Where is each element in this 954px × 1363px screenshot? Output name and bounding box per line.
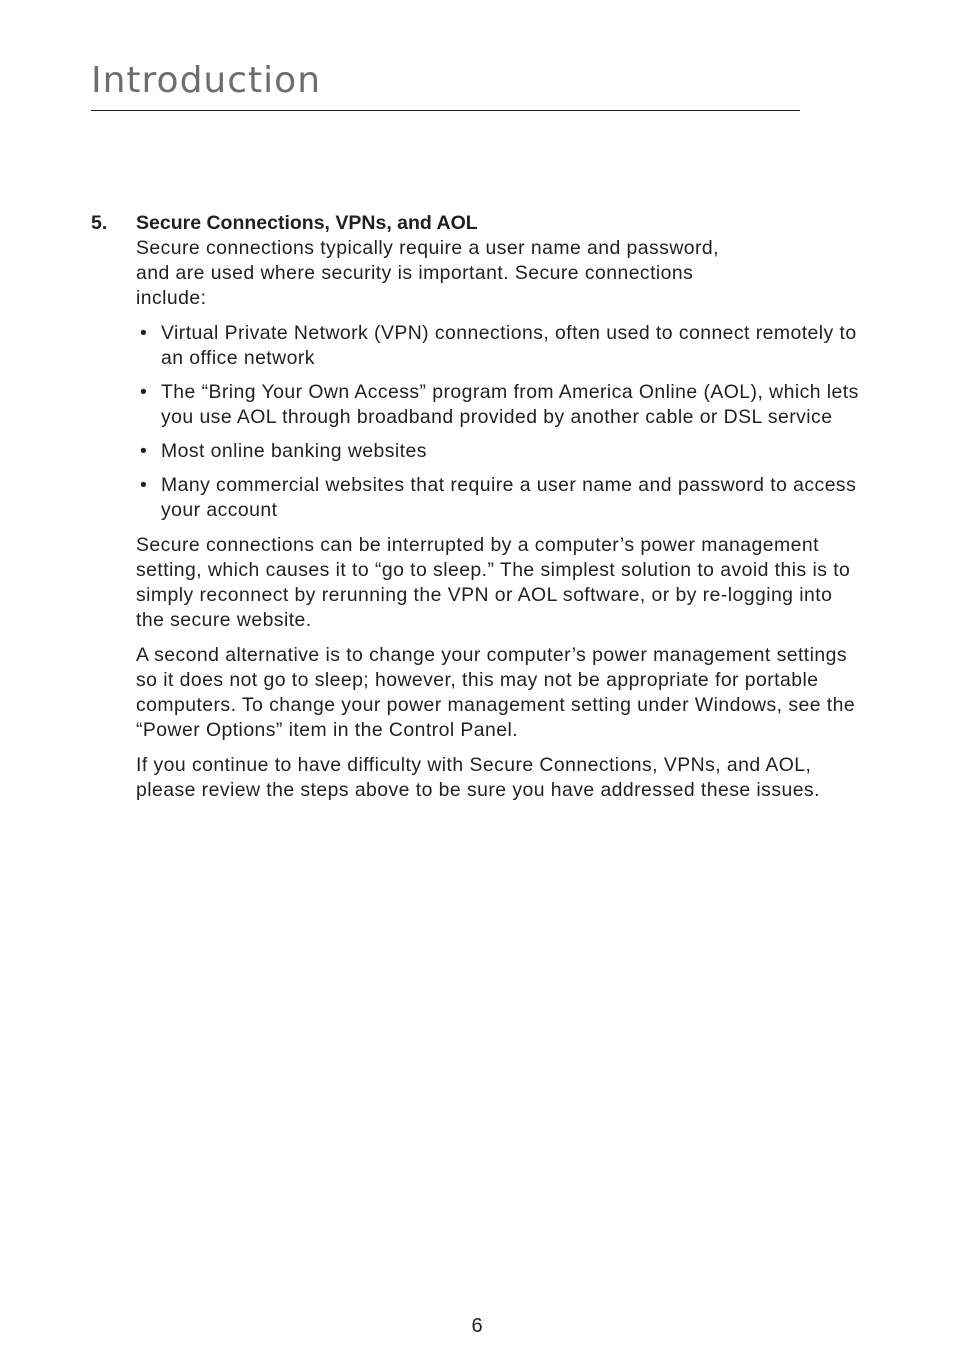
- section-intro: Secure connections typically require a user name and password, and are used where security is important. Secure connections include:: [136, 237, 719, 309]
- list-item-text: Virtual Private Network (VPN) connections, often used to connect remotely to an office network: [161, 322, 857, 369]
- list-item-text: Most online banking websites: [161, 440, 427, 462]
- section-heading: [91, 210, 866, 236]
- list-item: [136, 473, 866, 523]
- list-item: [136, 321, 866, 371]
- page-title: Introduction: [91, 60, 322, 101]
- bullet-icon: •: [140, 474, 148, 496]
- page-number: 6: [471, 1315, 483, 1337]
- section-number: 5.: [91, 212, 108, 234]
- paragraph-power-management: Secure connections can be interrupted by a computer’s power management setting, which causes it to “go to sleep.” The simplest solution to avoid this is to simply reconnect by rerunning the VPN or AOL software, or by re-logging into the secure website.: [136, 534, 851, 631]
- paragraph-continue-difficulty: If you continue to have difficulty with Secure Connections, VPNs, and AOL, please review the steps above to be sure you have addressed these issues.: [136, 754, 820, 801]
- section-title: Secure Connections, VPNs, and AOL: [136, 212, 478, 234]
- list-item: [136, 380, 866, 430]
- section-body: [136, 236, 866, 803]
- list-item-text: Many commercial websites that require a user name and password to access your account: [161, 474, 857, 521]
- bullet-icon: •: [140, 322, 148, 344]
- bullet-list: [136, 321, 866, 523]
- list-item-text: The “Bring Your Own Access” program from America Online (AOL), which lets you use AOL through broadband provided by another cable or DSL service: [161, 381, 859, 428]
- bullet-icon: •: [140, 381, 148, 403]
- title-divider: [91, 110, 800, 111]
- main-content: [91, 210, 866, 813]
- bullet-icon: •: [140, 440, 148, 462]
- paragraph-second-alternative: A second alternative is to change your computer’s power management settings so it does not go to sleep; however, this may not be appropriate for portable computers. To change your power management setting under Windows, see the “Power Options” item in the Control Panel.: [136, 644, 856, 741]
- list-item: [136, 439, 866, 464]
